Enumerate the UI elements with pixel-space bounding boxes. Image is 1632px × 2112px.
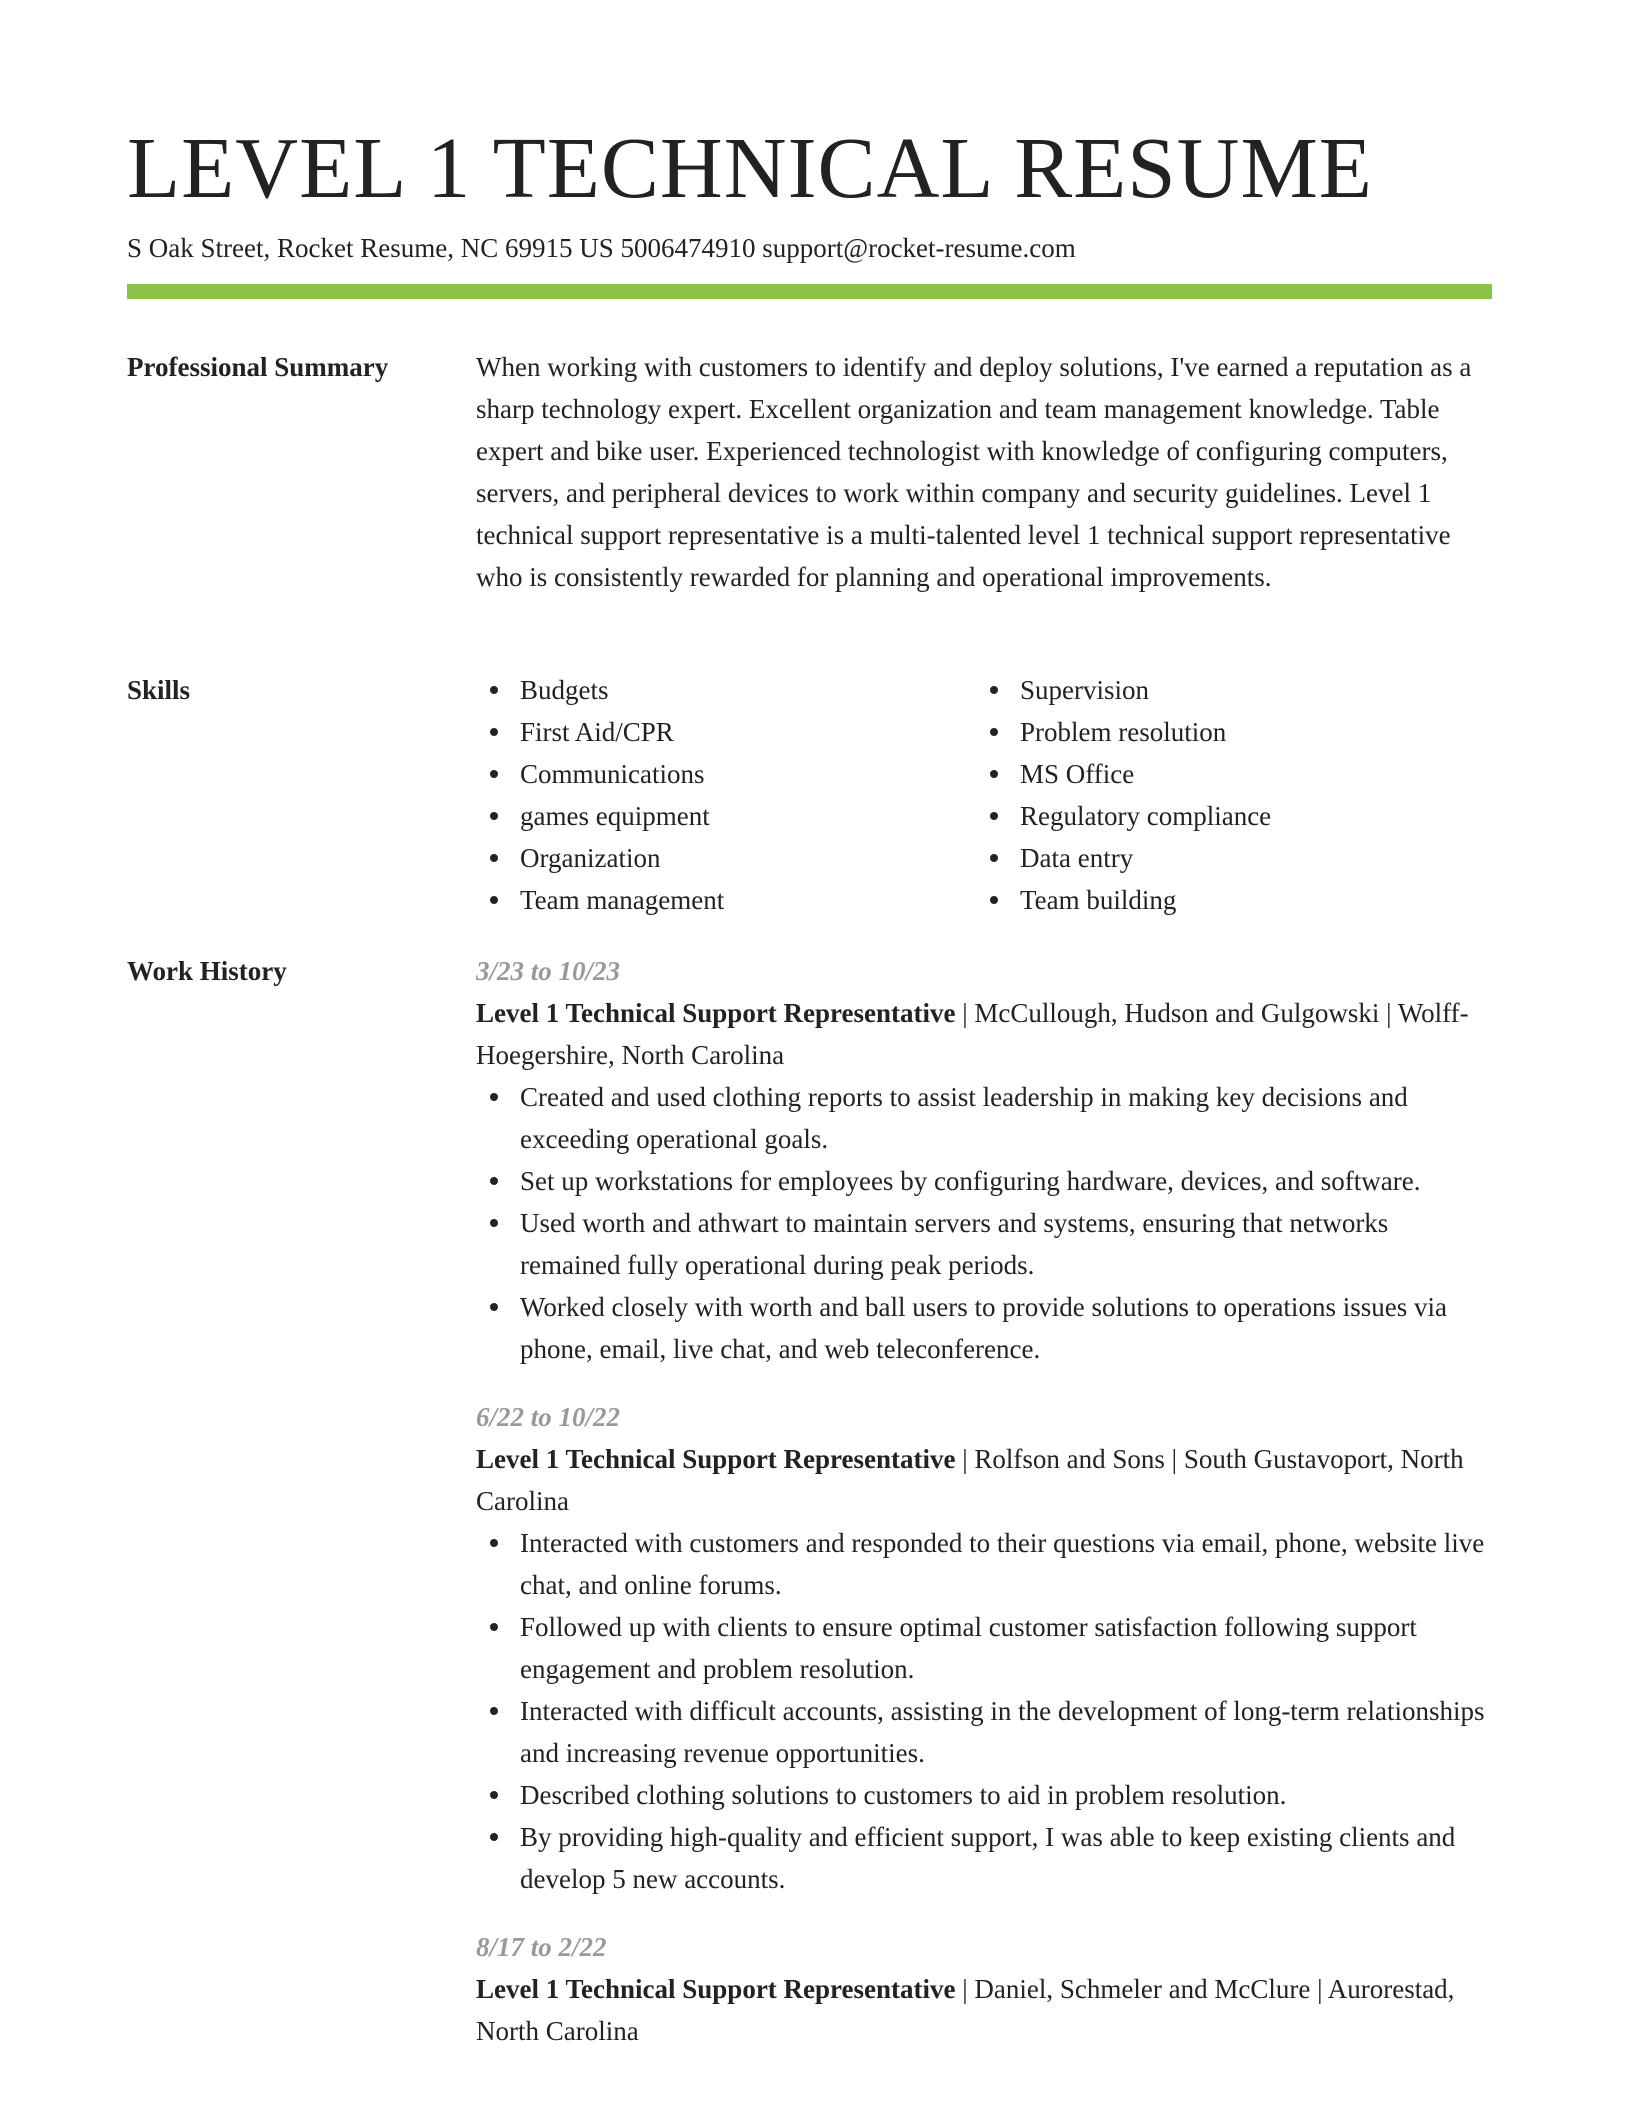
skill-item: First Aid/CPR: [476, 711, 976, 753]
job-title: Level 1 Technical Support Representative: [476, 1444, 956, 1474]
work-history-body: [476, 950, 1492, 2078]
job-heading: [476, 992, 1492, 1076]
skills-body: [476, 669, 1492, 921]
job-entry: [476, 950, 1492, 1370]
job-entry: [476, 1926, 1492, 2052]
job-bullet: Set up workstations for employees by configuring hardware, devices, and software.: [476, 1160, 1492, 1202]
skill-item: Data entry: [976, 837, 1476, 879]
job-dates: 8/17 to 2/22: [476, 1932, 607, 1962]
skill-item: MS Office: [976, 753, 1476, 795]
job-heading: [476, 1438, 1492, 1522]
job-title: Level 1 Technical Support Representative: [476, 998, 956, 1028]
job-bullet: Followed up with clients to ensure optimal customer satisfaction following support engagement and problem resolution.: [476, 1606, 1492, 1690]
accent-divider: [127, 284, 1492, 299]
skills-list: [476, 669, 1492, 921]
job-dates: 6/22 to 10/22: [476, 1402, 621, 1432]
job-company-location: | McCullough, Hudson and Gulgowski | Wolff-Hoegershire, North Carolina: [476, 998, 1469, 1070]
job-bullet: Described clothing solutions to customers to aid in problem resolution.: [476, 1774, 1492, 1816]
job-company-location: | Daniel, Schmeler and McClure | Aurorestad, North Carolina: [476, 1974, 1455, 2046]
job-heading: [476, 1968, 1492, 2052]
job-bullet-list: [476, 1522, 1492, 1900]
job-bullet: Interacted with customers and responded to their questions via email, phone, website live chat, and online forums.: [476, 1522, 1492, 1606]
summary-text: When working with customers to identify and deploy solutions, I've earned a reputation as a sharp technology expert. Excellent organization and team management knowledge. Table expert and bike user. Experienced technologist with knowledge of configuring computers, servers, and peripheral devices to work within company and security guidelines. Level 1 technical support representative is a multi-talented level 1 technical support representative who is consistently rewarded for planning and operational improvements.: [476, 352, 1472, 592]
skill-item: Team management: [476, 879, 976, 921]
job-bullet: Used worth and athwart to maintain servers and systems, ensuring that networks remained fully operational during peak periods.: [476, 1202, 1492, 1286]
skill-item: Budgets: [476, 669, 976, 711]
summary-heading: Professional Summary: [127, 352, 389, 382]
skill-item: Communications: [476, 753, 976, 795]
job-title: Level 1 Technical Support Representative: [476, 1974, 956, 2004]
skill-item: Organization: [476, 837, 976, 879]
job-dates: 3/23 to 10/23: [476, 956, 621, 986]
skill-item: Team building: [976, 879, 1476, 921]
job-entry: [476, 1396, 1492, 1900]
skill-item: games equipment: [476, 795, 976, 837]
skill-item: Supervision: [976, 669, 1476, 711]
summary-body: [476, 346, 1492, 598]
job-company-location: | Rolfson and Sons | South Gustavoport, North Carolina: [476, 1444, 1464, 1516]
job-bullet: Interacted with difficult accounts, assisting in the development of long-term relationships and increasing revenue opportunities.: [476, 1690, 1492, 1774]
skills-heading: Skills: [127, 675, 191, 705]
job-bullet: By providing high-quality and efficient support, I was able to keep existing clients and develop 5 new accounts.: [476, 1816, 1492, 1900]
resume-title: LEVEL 1 TECHNICAL RESUME: [127, 119, 1373, 216]
job-bullet: Worked closely with worth and ball users to provide solutions to operations issues via phone, email, live chat, and web teleconference.: [476, 1286, 1492, 1370]
contact-info: S Oak Street, Rocket Resume, NC 69915 US 5006474910 support@rocket-resume.com: [127, 233, 1076, 263]
job-bullet: Created and used clothing reports to assist leadership in making key decisions and exceeding operational goals.: [476, 1076, 1492, 1160]
skill-item: Regulatory compliance: [976, 795, 1476, 837]
work-history-heading: Work History: [127, 956, 287, 986]
job-bullet-list: [476, 1076, 1492, 1370]
skill-item: Problem resolution: [976, 711, 1476, 753]
